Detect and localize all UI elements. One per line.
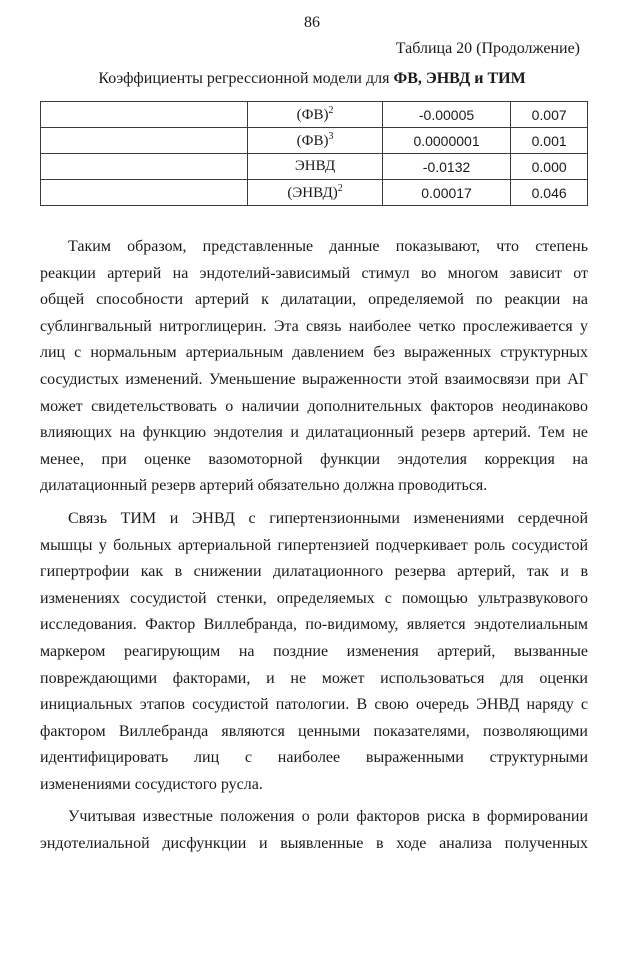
table-title-bold: ФВ, ЭНВД и ТИМ <box>393 70 526 87</box>
text-line: повреждающими факторами, и не может использоваться для оценки <box>40 669 588 687</box>
empty-cell <box>41 180 248 206</box>
variable-cell <box>248 180 382 206</box>
table-row <box>41 154 588 180</box>
text-line: изменениях сосудистой стенки, определяемых с помощью ультразвукового <box>40 589 588 607</box>
table-row <box>41 128 588 154</box>
variable-label: (ЭНВД) <box>287 185 338 201</box>
variable-label: (ФВ) <box>296 133 329 149</box>
p-value-cell: 0.046 <box>511 180 588 206</box>
table-title <box>0 70 624 88</box>
variable-label: (ФВ) <box>296 107 329 123</box>
text-line: Учитывая известные положения о роли факторов риска в формировании <box>68 808 588 826</box>
text-line: эндотелиальной дисфункции и выявленные в ходе анализа полученных <box>40 835 588 853</box>
text-line: лиц с нормальным артериальным давлением без выраженных структурных <box>40 344 588 362</box>
regression-table-body <box>41 102 588 206</box>
text-line: менее, при оценке вазомоторной функции эндотелия коррекция на <box>40 450 588 468</box>
text-line: общей способности артерий к дилатации, определяемой по реакции на <box>40 291 588 309</box>
text-line: изменениями сосудистого русла. <box>40 775 263 793</box>
text-line: инициальных этапов сосудистой патологии. В свою очередь ЭНВД наряду с <box>40 696 588 714</box>
text-line: сублингвальный нитроглицерин. Эта связь наиболее четко прослеживается у <box>40 317 588 335</box>
text-line: может свидетельствовать о наличии дополнительных факторов неодинаково <box>40 397 588 415</box>
empty-cell <box>41 128 248 154</box>
text-line: исследования. Фактор Виллебранда, по-видимому, является эндотелиальным <box>40 616 588 634</box>
text-line: маркером реагирующим на поздние изменения артерий, вызванные <box>40 642 588 660</box>
table-row <box>41 180 588 206</box>
variable-label: ЭНВД <box>294 158 336 174</box>
text-line: идентифицировать лиц с наиболее выраженными структурными <box>40 749 588 767</box>
text-line: мышцы у больных артериальной гипертензией подчеркивает роль сосудистой <box>40 536 588 554</box>
page-number: 86 <box>304 14 320 31</box>
coefficient-cell: -0.00005 <box>382 102 511 128</box>
empty-cell <box>41 154 248 180</box>
coefficient-cell: 0.00017 <box>382 180 511 206</box>
variable-cell <box>248 102 382 128</box>
variable-exponent: 3 <box>328 131 334 142</box>
empty-cell <box>41 102 248 128</box>
table-row <box>41 102 588 128</box>
table-caption: Таблица 20 (Продолжение) <box>395 40 580 57</box>
table-title-prefix: Коэффициенты регрессионной модели для <box>98 70 394 87</box>
coefficient-cell: -0.0132 <box>382 154 511 180</box>
variable-cell <box>248 154 382 180</box>
text-line: влияющих на функцию эндотелия и дилатационный резерв артерий. Тем не <box>40 424 588 442</box>
coefficient-cell: 0.0000001 <box>382 128 511 154</box>
text-line: дилатационный резерв артерий обязательно должна проводиться. <box>40 477 488 495</box>
text-line: Таким образом, представленные данные показывают, что степень <box>68 238 588 255</box>
text-line: гипертрофии как в снижении дилатационного резерва артерий, так и в <box>40 563 588 581</box>
text-line: сосудистых изменений. Уменьшение выраженности этой взаимосвязи при АГ <box>40 370 588 388</box>
text-line: Связь ТИМ и ЭНВД с гипертензионными изменениями сердечной <box>68 509 588 527</box>
body-text <box>40 234 588 858</box>
text-line: реакции артерий на эндотелий-зависимый стимул во многом зависит от <box>40 264 588 282</box>
p-value-cell: 0.000 <box>511 154 588 180</box>
text-line: фактором Виллебранда являются ценными показателями, позволяющими <box>40 722 588 740</box>
regression-table <box>40 101 588 206</box>
variable-exponent: 2 <box>337 183 343 194</box>
variable-exponent: 2 <box>328 105 334 116</box>
variable-cell <box>248 128 382 154</box>
p-value-cell: 0.001 <box>511 128 588 154</box>
p-value-cell: 0.007 <box>511 102 588 128</box>
